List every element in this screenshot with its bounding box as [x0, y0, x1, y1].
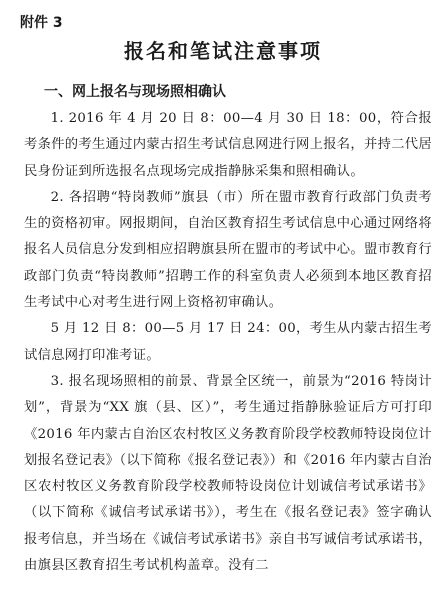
paragraph-qualification-review: 2. 各招聘“特岗教师”旗县（市）所在盟市教育行政部门负责考生的资格初审。网报期间，自治区教育招生考试信息中心通过网络将报名人员信息分发到相应招聘旗县所在盟市的考试中心。盟市教育行政部门负责“特岗教师”招聘工作的科室负责人必须到本地区教育招生考试中心对考生进行网上资格初审确认。 [24, 189, 432, 311]
paragraph-admission-ticket: 5 月 12 日 8：00—5 月 17 日 24：00，考生从内蒙古招生考试信息网打印准考证。 [24, 321, 432, 363]
paragraph-photo-confirmation: 3. 报名现场照相的前景、背景全区统一，前景为“2016 特岗计划”，背景为“XX 旗（县、区）”，考生通过指静脉验证后方可打印《2016 年内蒙古自治区农村牧区义务教育阶段学校教师特设岗位计划报名登记表》（以下简称《报名登记表》）和《2016 年内蒙古自治区农村牧区义务教育阶段学校教师特设岗位计划诚信考试承诺书》（以下简称《诚信考试承诺书》），考生在《报名登记表》签字确认报考信息，并当场在《诚信考试承诺书》亲自书写诚信考试承诺书，由旗县区教育招生考试机构盖章。没有二 [24, 373, 432, 574]
paragraph-registration-period: 1. 2016 年 4 月 20 日 8：00—4 月 30 日 18：00，符合报考条件的考生通过内蒙古招生考试信息网进行网上报名，并持二代居民身份证到所选报名点现场完成指静脉采集和照相确认。 [24, 111, 432, 179]
section-heading: 一、网上报名与现场照相确认 [44, 84, 226, 100]
attachment-label: 附件 3 [20, 15, 63, 31]
document-title: 报名和笔试注意事项 [124, 39, 322, 63]
